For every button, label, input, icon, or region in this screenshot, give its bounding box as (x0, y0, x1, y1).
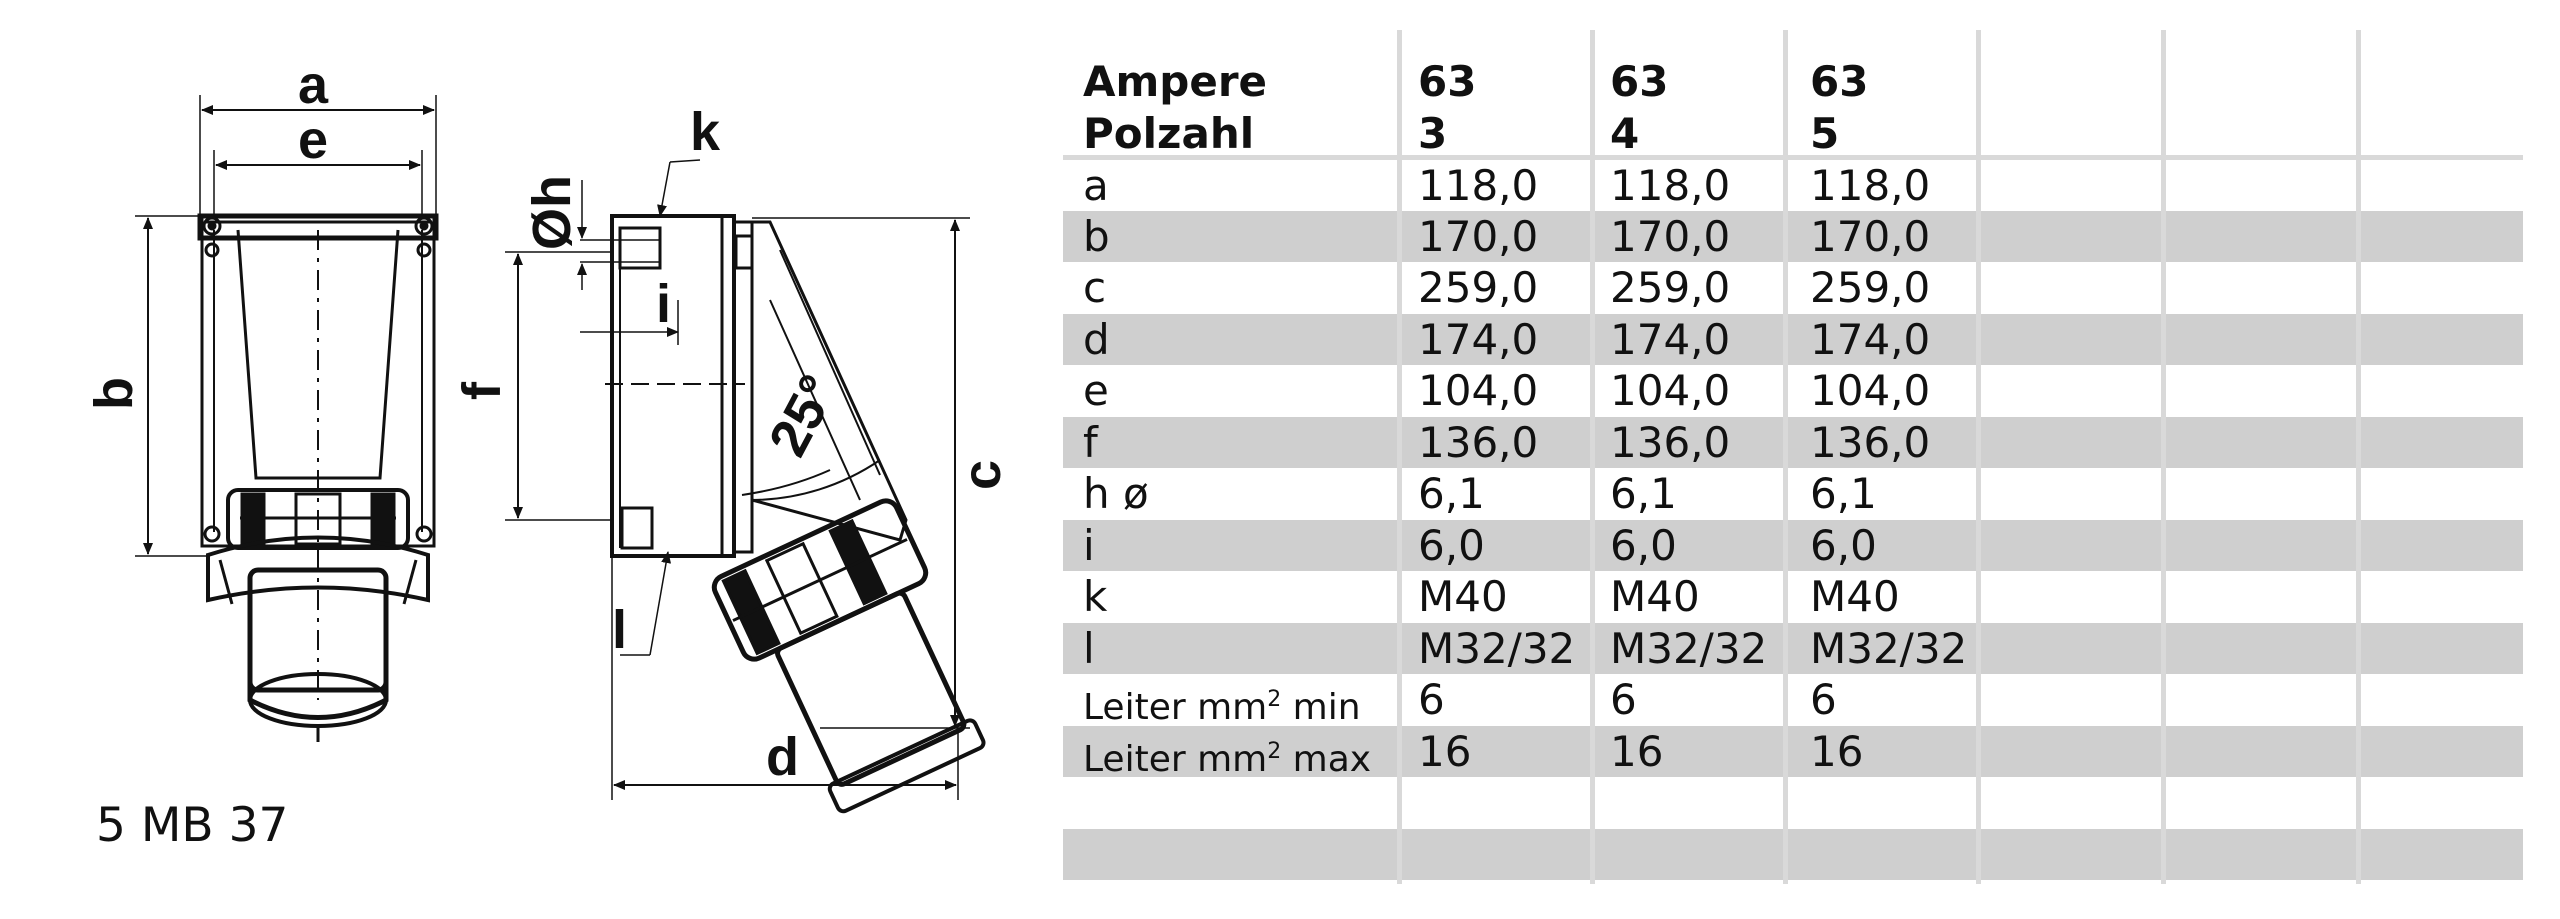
row-shade (1063, 623, 2523, 674)
dim-label-c: c (952, 459, 1012, 490)
grid-line (2161, 30, 2166, 884)
header-ampere-value: 63 (1418, 57, 1477, 106)
cell-value: 6,0 (1418, 521, 1485, 570)
cell-value: 6,0 (1810, 521, 1877, 570)
cell-value: 174,0 (1610, 315, 1731, 364)
cell-value: M32/32 (1610, 624, 1768, 673)
grid-line (1783, 30, 1788, 884)
header-separator (1063, 155, 2523, 160)
cell-value: 6,0 (1610, 521, 1677, 570)
grid-line (1976, 30, 1981, 884)
header-ampere-value: 63 (1810, 57, 1869, 106)
cell-value: M32/32 (1418, 624, 1576, 673)
dim-label-l: l (612, 600, 628, 660)
dim-label-k: k (690, 102, 721, 162)
cell-value: 104,0 (1418, 366, 1539, 415)
grid-line (1590, 30, 1595, 884)
cell-value: M32/32 (1810, 624, 1968, 673)
cell-value: 6 (1418, 675, 1445, 724)
row-label: a (1083, 161, 1109, 210)
cell-value: 118,0 (1610, 161, 1731, 210)
dim-label-e: e (298, 110, 329, 170)
cell-value: 16 (1610, 727, 1664, 776)
cell-value: M40 (1810, 572, 1900, 621)
technical-drawing (0, 0, 1040, 919)
row-label: k (1083, 572, 1108, 621)
cell-value: 6,1 (1610, 469, 1677, 518)
cell-value: 136,0 (1418, 418, 1539, 467)
row-shade (1063, 211, 2523, 262)
cell-value: 6,1 (1418, 469, 1485, 518)
cell-value: 118,0 (1418, 161, 1539, 210)
header-ampere-value: 63 (1610, 57, 1669, 106)
model-code: 5 MB 37 (96, 798, 289, 853)
cell-value: 170,0 (1810, 212, 1931, 261)
cell-value: 104,0 (1610, 366, 1731, 415)
row-label: Leiter $mm^2$ max (1083, 739, 1372, 780)
cell-value: 104,0 (1810, 366, 1931, 415)
cell-value: 259,0 (1610, 263, 1731, 312)
grid-line (1397, 30, 1402, 884)
header-polzahl-label: Polzahl (1083, 109, 1255, 158)
row-label: i (1083, 521, 1095, 570)
row-shade (1063, 520, 2523, 571)
cell-value: M40 (1610, 572, 1700, 621)
row-label: l (1083, 624, 1095, 673)
cell-value: 118,0 (1810, 161, 1931, 210)
dim-label-angle: 25° (757, 365, 849, 466)
cell-value: 16 (1810, 727, 1864, 776)
cell-value: 16 (1418, 727, 1472, 776)
header-ampere-label: Ampere (1083, 57, 1268, 106)
cell-value: 6 (1610, 675, 1637, 724)
cell-value: 174,0 (1418, 315, 1539, 364)
cell-value: 6 (1810, 675, 1837, 724)
row-shade (1063, 417, 2523, 468)
side-view (505, 160, 1004, 822)
cell-value: 174,0 (1810, 315, 1931, 364)
row-label: b (1083, 212, 1110, 261)
cell-value: 170,0 (1418, 212, 1539, 261)
cell-value: 259,0 (1810, 263, 1931, 312)
dim-label-i: i (656, 274, 672, 334)
row-label: d (1083, 315, 1110, 364)
dim-label-oh: Øh (522, 175, 582, 250)
dim-label-f: f (452, 382, 512, 400)
row-shade (1063, 314, 2523, 365)
cell-value: M40 (1418, 572, 1508, 621)
cell-value: 170,0 (1610, 212, 1731, 261)
row-shade (1063, 829, 2523, 880)
front-view (135, 95, 436, 742)
header-poles-value: 5 (1810, 109, 1840, 158)
row-label: c (1083, 263, 1107, 312)
cell-value: 259,0 (1418, 263, 1539, 312)
dim-label-d: d (766, 727, 799, 787)
cell-value: 6,1 (1810, 469, 1877, 518)
row-label: e (1083, 366, 1109, 415)
dim-label-a: a (298, 55, 329, 115)
cell-value: 136,0 (1810, 418, 1931, 467)
dim-label-b: b (84, 377, 144, 410)
grid-line (2356, 30, 2361, 884)
row-label: Leiter $mm^2$ min (1083, 687, 1361, 728)
row-label: h ø (1083, 469, 1149, 518)
header-poles-value: 4 (1610, 109, 1640, 158)
header-poles-value: 3 (1418, 109, 1448, 158)
cell-value: 136,0 (1610, 418, 1731, 467)
row-label: f (1083, 418, 1098, 467)
